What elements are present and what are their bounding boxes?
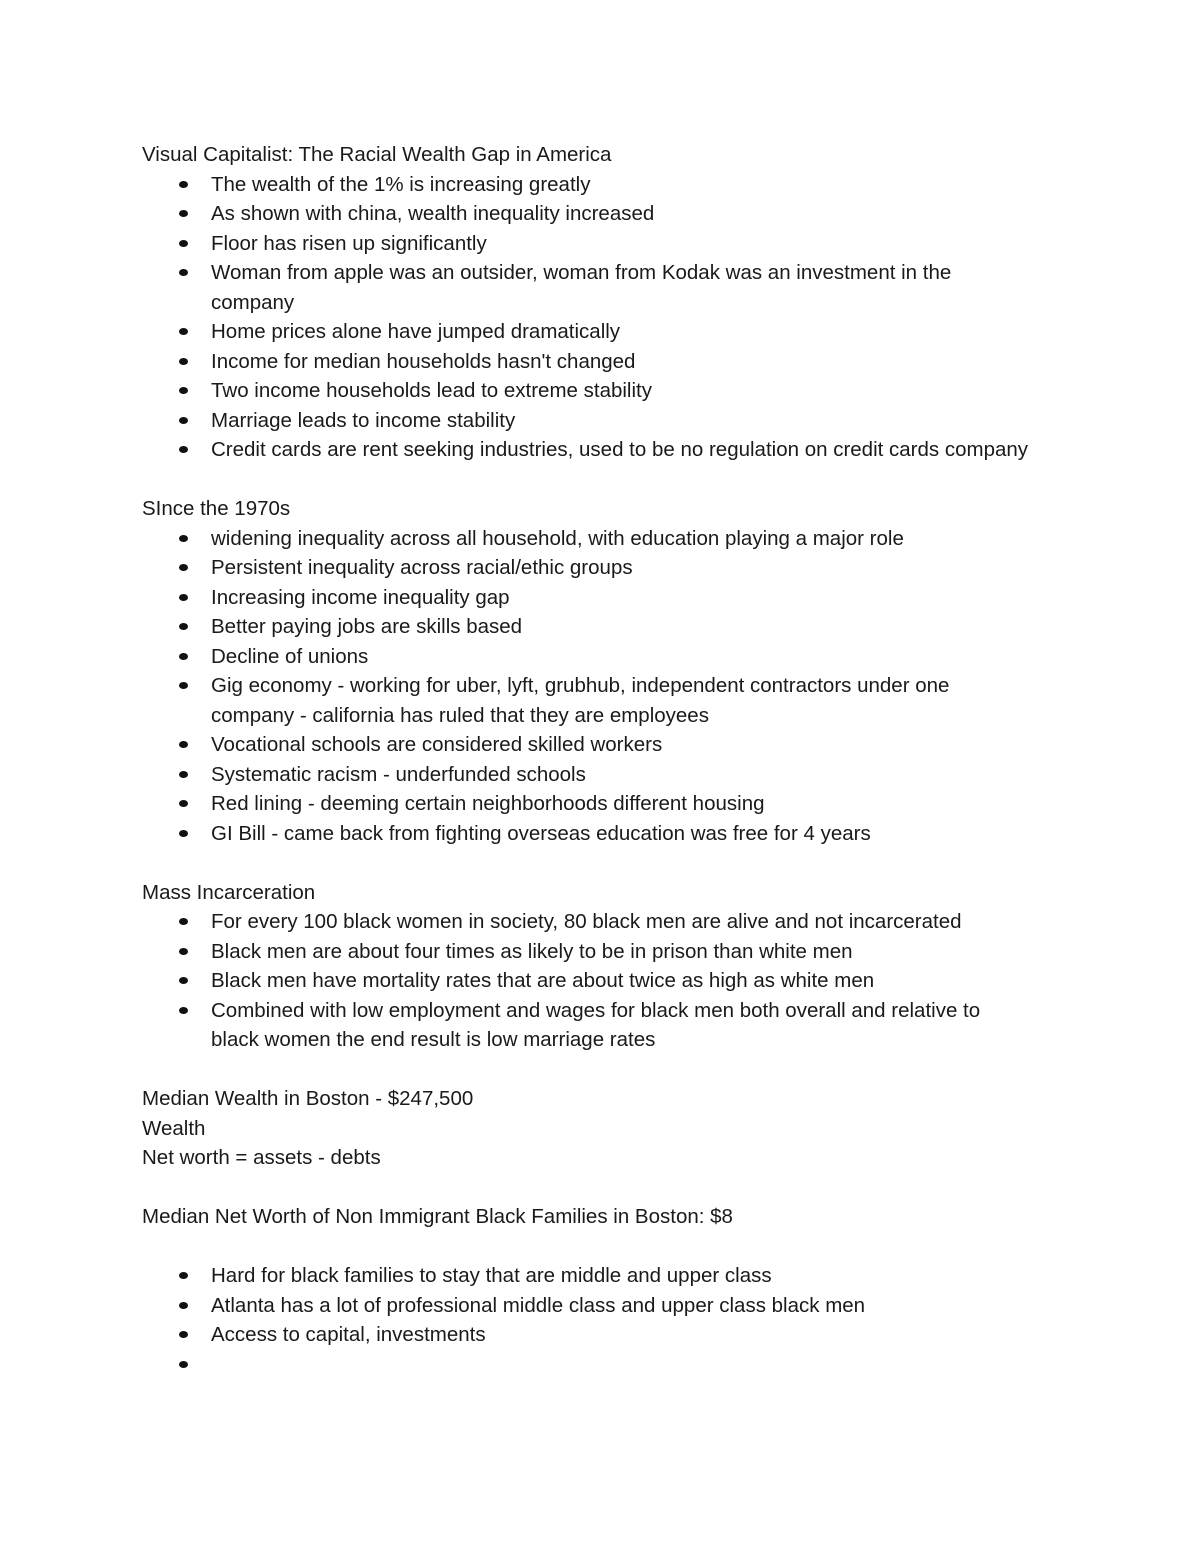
- bullet-icon: [179, 181, 188, 188]
- bullet-icon: [179, 1361, 188, 1368]
- bullet-icon: [179, 800, 188, 807]
- bullet-icon: [179, 210, 188, 217]
- wealth-label-line: Wealth: [142, 1116, 206, 1140]
- bullet-icon: [179, 417, 188, 424]
- bullet-icon: [179, 269, 188, 276]
- blank-line: [142, 1173, 1042, 1203]
- list-item: Credit cards are rent seeking industries, used to be no regulation on credit cards company: [142, 435, 1031, 465]
- list-item: Home prices alone have jumped dramatically: [142, 317, 1031, 347]
- bullet-icon: [179, 948, 188, 955]
- bullet-list-mass-incarceration: [142, 907, 1042, 1055]
- list-item: Increasing income inequality gap: [142, 583, 1031, 613]
- bullet-icon: [179, 682, 188, 689]
- list-item: Persistent inequality across racial/ethic groups: [142, 553, 1031, 583]
- list-item: Red lining - deeming certain neighborhoods different housing: [142, 789, 1031, 819]
- bullet-icon: [179, 1272, 188, 1279]
- list-item: Two income households lead to extreme stability: [142, 376, 1031, 406]
- bullet-icon: [179, 830, 188, 837]
- section-heading-visual-capitalist: Visual Capitalist: The Racial Wealth Gap in America: [142, 143, 612, 166]
- bullet-icon: [179, 918, 188, 925]
- bullet-icon: [179, 1302, 188, 1309]
- bullet-icon: [179, 653, 188, 660]
- blank-line: [142, 465, 1042, 495]
- bullet-icon: [179, 446, 188, 453]
- list-item: Woman from apple was an outsider, woman from Kodak was an investment in the company: [142, 258, 1031, 317]
- bullet-list-since-1970s: [142, 524, 1042, 849]
- list-item: Systematic racism - underfunded schools: [142, 760, 1031, 790]
- bullet-icon: [179, 240, 188, 247]
- list-item: Black men have mortality rates that are about twice as high as white men: [142, 966, 1031, 996]
- bullet-icon: [179, 387, 188, 394]
- bullet-icon: [179, 741, 188, 748]
- list-item: As shown with china, wealth inequality increased: [142, 199, 1031, 229]
- list-item: Better paying jobs are skills based: [142, 612, 1031, 642]
- list-item: Access to capital, investments: [142, 1320, 1031, 1350]
- list-item: widening inequality across all household, with education playing a major role: [142, 524, 1031, 554]
- bullet-icon: [179, 1007, 188, 1014]
- bullet-icon: [179, 564, 188, 571]
- bullet-list-visual-capitalist: [142, 170, 1042, 465]
- list-item: The wealth of the 1% is increasing greatly: [142, 170, 1031, 200]
- bullet-icon: [179, 623, 188, 630]
- bullet-icon: [179, 1331, 188, 1338]
- section-heading-since-1970s: SInce the 1970s: [142, 497, 291, 520]
- blank-line: [142, 848, 1042, 878]
- list-item: Combined with low employment and wages for black men both overall and relative to black women the end result is low marriage rates: [142, 996, 1031, 1055]
- list-item: GI Bill - came back from fighting overseas education was free for 4 years: [142, 819, 1031, 849]
- list-item: Atlanta has a lot of professional middle class and upper class black men: [142, 1291, 1031, 1321]
- bullet-icon: [179, 328, 188, 335]
- list-item: Decline of unions: [142, 642, 1031, 672]
- bullet-icon: [179, 771, 188, 778]
- bullet-icon: [179, 358, 188, 365]
- list-item: For every 100 black women in society, 80 black men are alive and not incarcerated: [142, 907, 1031, 937]
- list-item: Hard for black families to stay that are middle and upper class: [142, 1261, 1031, 1291]
- bullet-icon: [179, 977, 188, 984]
- section-heading-mass-incarceration: Mass Incarceration: [142, 880, 316, 904]
- bullet-list-median-net-worth: [142, 1261, 1042, 1379]
- list-item: [142, 1350, 1031, 1380]
- list-item: Income for median households hasn't changed: [142, 347, 1031, 377]
- section-heading-median-net-worth: Median Net Worth of Non Immigrant Black Families in Boston: $8: [142, 1205, 733, 1228]
- list-item: Black men are about four times as likely to be in prison than white men: [142, 937, 1031, 967]
- blank-line: [142, 1232, 1042, 1262]
- blank-line: [142, 1055, 1042, 1085]
- list-item: Gig economy - working for uber, lyft, grubhub, independent contractors under one company - california has ruled that they are employees: [142, 671, 1031, 730]
- list-item: Floor has risen up significantly: [142, 229, 1031, 259]
- bullet-icon: [179, 535, 188, 542]
- list-item: Marriage leads to income stability: [142, 406, 1031, 436]
- document-page: [142, 140, 1042, 1379]
- median-wealth-boston-line: Median Wealth in Boston - $247,500: [142, 1087, 474, 1110]
- bullet-icon: [179, 594, 188, 601]
- net-worth-definition-line: Net worth = assets - debts: [142, 1146, 381, 1169]
- list-item: Vocational schools are considered skilled workers: [142, 730, 1031, 760]
